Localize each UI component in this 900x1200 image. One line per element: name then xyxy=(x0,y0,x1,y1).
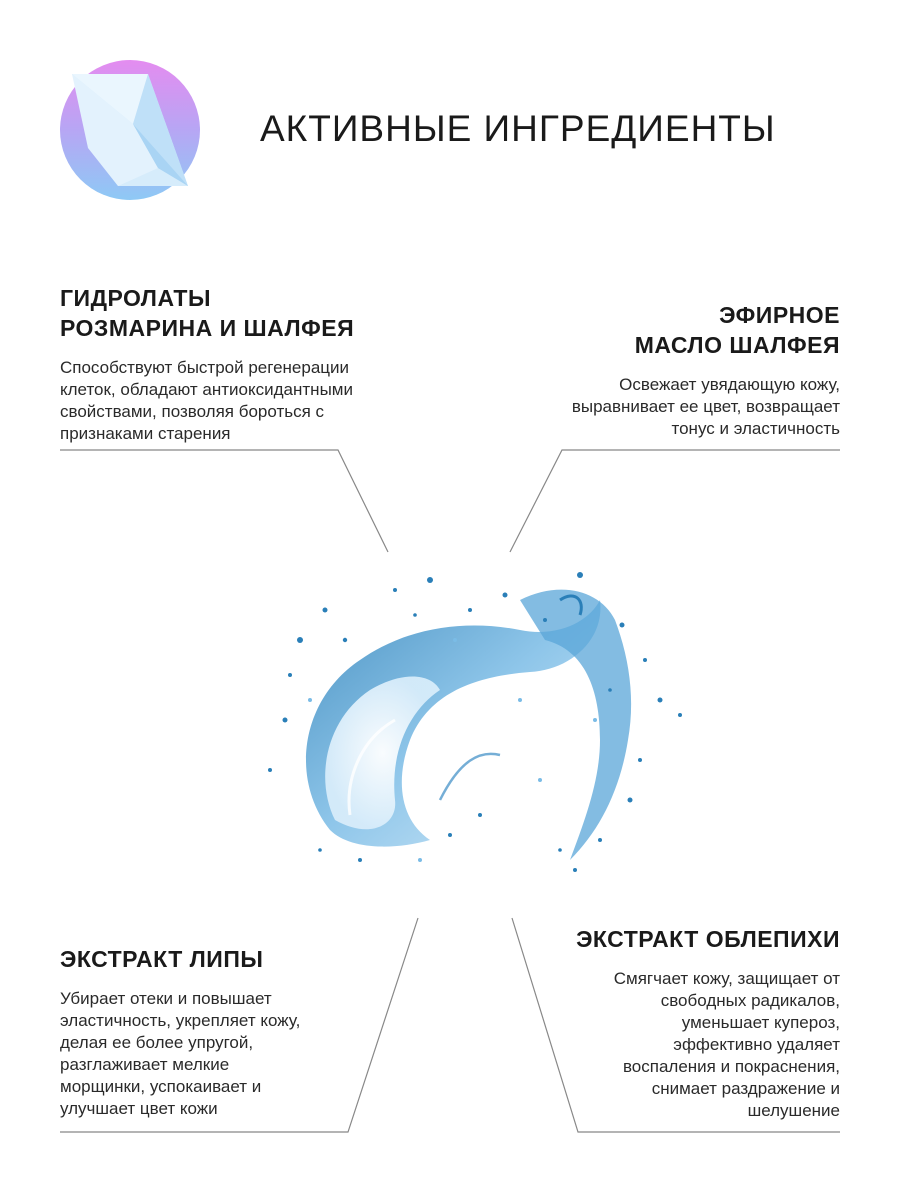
ingredient-title: ГИДРОЛАТЫ РОЗМАРИНА И ШАЛФЕЯ xyxy=(60,285,355,341)
ingredient-block-sage-essential-oil xyxy=(460,300,840,440)
ingredient-description: Освежает увядающую кожу, выравнивает ее цвет, возвращает тонус и эластичность xyxy=(571,375,840,438)
ingredient-title: ЭКСТРАКТ ЛИПЫ xyxy=(60,946,264,972)
ingredient-description: Смягчает кожу, защищает от свободных радикалов, уменьшает купероз, эффективно удаляет воспаления и покраснения, снимает раздражение и шелушение xyxy=(613,969,840,1120)
ingredient-block-linden-extract xyxy=(60,944,400,1120)
ingredient-description: Убирает отеки и повышает эластичность, укрепляет кожу, делая ее более упругой, разглаживает мелкие морщинки, успокаивает и улучшает цвет кожи xyxy=(60,989,301,1118)
ingredient-block-sea-buckthorn-extract xyxy=(470,924,840,1122)
ingredient-title: ЭФИРНОЕ МАСЛО ШАЛФЕЯ xyxy=(634,302,840,358)
ingredient-block-rosemary-sage-hydrolates xyxy=(60,283,460,445)
ingredient-description: Способствуют быстрой регенерации клеток, обладают антиоксидантными свойствами, позволяя бороться с признаками старения xyxy=(60,358,353,443)
page-title: АКТИВНЫЕ ИНГРЕДИЕНТЫ xyxy=(260,108,776,149)
ingredient-title: ЭКСТРАКТ ОБЛЕПИХИ xyxy=(576,926,840,952)
